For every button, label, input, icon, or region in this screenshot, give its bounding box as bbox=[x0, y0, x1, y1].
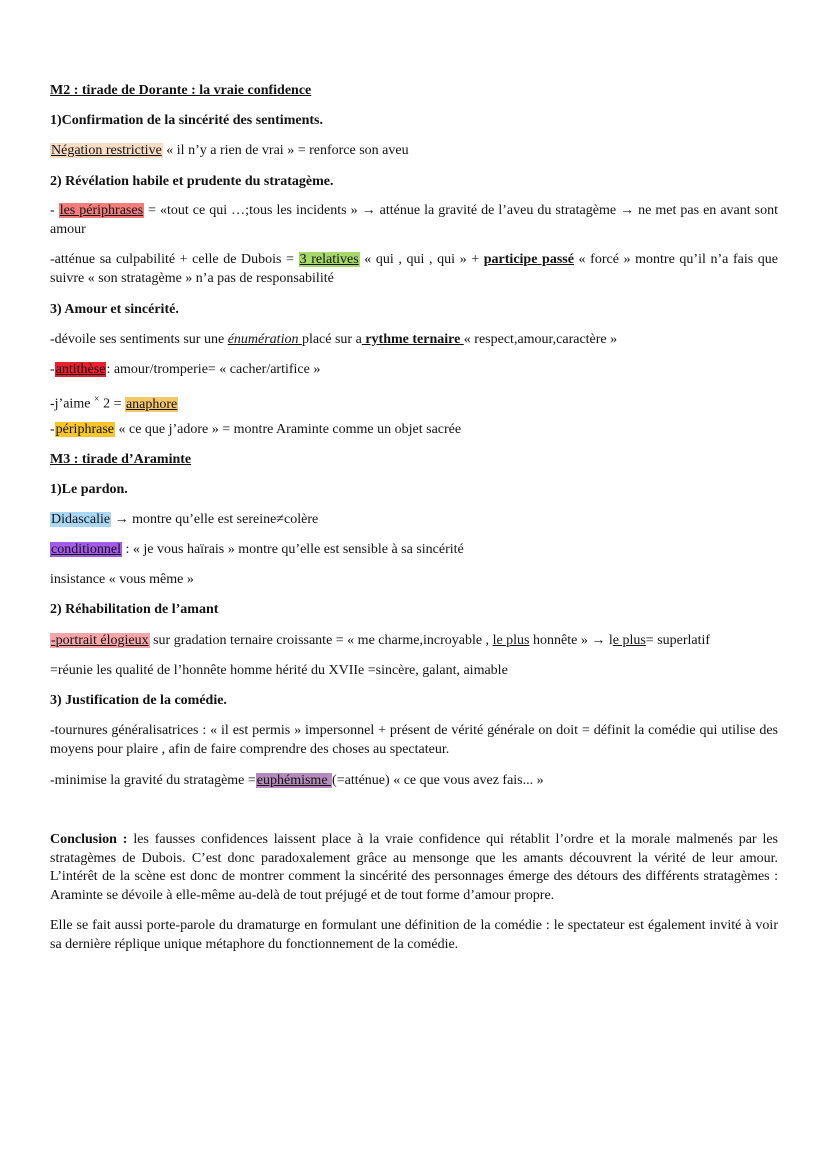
m3-s2-line1: -portrait élogieux sur gradation ternaire croissante = « me charme,incroyable , le plus honnête » → le plus= superlatif bbox=[51, 633, 711, 648]
m2-section3-heading: 3) Amour et sincérité. bbox=[50, 302, 179, 317]
highlight-periphrase: périphrase bbox=[55, 422, 114, 437]
highlight-euphemisme: euphémisme bbox=[256, 773, 332, 788]
m3-section1-heading: 1)Le pardon. bbox=[50, 482, 128, 497]
highlight-relatives: 3 relatives bbox=[299, 252, 359, 267]
m3-s2-line2: =réunie les qualité de l’honnête homme hérité du XVIIe =sincère, galant, aimable bbox=[50, 663, 508, 678]
conclusion-paragraph-2: Elle se fait aussi porte-parole du dramaturge en formulant une définition de la comédie : le spectateur est également invité à voir sa dernière réplique unique métaphore du fonctionnement de la comédie. bbox=[50, 918, 778, 952]
highlight-didascalie: Didascalie bbox=[51, 512, 111, 527]
m2-section2-heading: 2) Révélation habile et prudente du stratagème. bbox=[50, 174, 334, 189]
highlight-portrait-elogieux: -portrait élogieux bbox=[51, 633, 149, 648]
highlight-periphrases: les périphrases bbox=[59, 203, 144, 218]
m2-s3-line4: -périphrase « ce que j’adore » = montre Araminte comme un objet sacrée bbox=[50, 422, 462, 437]
m2-s1-line1: Négation restrictive « il n’y a rien de vrai » = renforce son aveu bbox=[51, 143, 409, 158]
m2-s3-line1: -dévoile ses sentiments sur une énumération placé sur a rythme ternaire « respect,amour,caractère » bbox=[50, 332, 618, 347]
m3-s1-line1: Didascalie → montre qu’elle est sereine≠colère bbox=[51, 512, 319, 527]
highlight-negation-restrictive: Négation restrictive bbox=[51, 143, 162, 158]
conclusion-paragraph: Conclusion : les fausses confidences laissent place à la vraie confidence qui rétablit l’ordre et la morale malmenés par les stratagèmes de Dubois. C’est donc paradoxalement grâce au mensonge que les amants découvrent la vérité de leur amour. L’intérêt de la scène est donc de montrer comment la sincérité des personnages émerge des détours des différents stratagèmes : Araminte se dévoile à elle-même au-delà de tout préjugé et de tout forme d’amour propre. bbox=[50, 832, 779, 903]
m2-s2-paragraph2: -atténue sa culpabilité + celle de Dubois = 3 relatives « qui , qui , qui » + participe passé « forcé » montre qu’il n’a fais que suivre « son stratagème » n’a pas de responsabilité bbox=[50, 252, 778, 286]
m3-s1-line2: conditionnel : « je vous haïrais » montre qu’elle est sensible à sa sincérité bbox=[51, 542, 464, 557]
m3-section3-heading: 3) Justification de la comédie. bbox=[50, 693, 227, 708]
m2-s3-line2: -antithèse: amour/tromperie= « cacher/artifice » bbox=[50, 362, 321, 377]
m3-title: M3 : tirade d’Araminte bbox=[50, 452, 192, 467]
highlight-antithese: antithèse bbox=[55, 362, 106, 377]
m2-section1-heading: 1)Confirmation de la sincérité des sentiments. bbox=[50, 113, 323, 128]
m2-s2-paragraph1: - les périphrases = «tout ce qui …;tous les incidents » → atténue la gravité de l’aveu du stratagème → ne met pas en avant sont amour bbox=[50, 203, 778, 237]
m2-title: M2 : tirade de Dorante : la vraie confidence bbox=[50, 83, 312, 98]
highlight-anaphore: anaphore bbox=[125, 396, 178, 412]
highlight-conditionnel: conditionnel bbox=[51, 542, 121, 557]
m3-section2-heading: 2) Réhabilitation de l’amant bbox=[50, 602, 219, 617]
m2-s3-line3: -j’aime × 2 = anaphore bbox=[50, 394, 178, 412]
m3-s3-line2: -minimise la gravité du stratagème =euphémisme (=atténue) « ce que vous avez fais... » bbox=[50, 773, 544, 788]
m3-s3-paragraph1: -tournures généralisatrices : « il est permis » impersonnel + présent de vérité générale on doit = définit la comédie qui utilise des moyens pour plaire , afin de faire comprendre des choses au spectateur. bbox=[50, 723, 778, 757]
m3-s1-line3: insistance « vous même » bbox=[50, 572, 194, 587]
